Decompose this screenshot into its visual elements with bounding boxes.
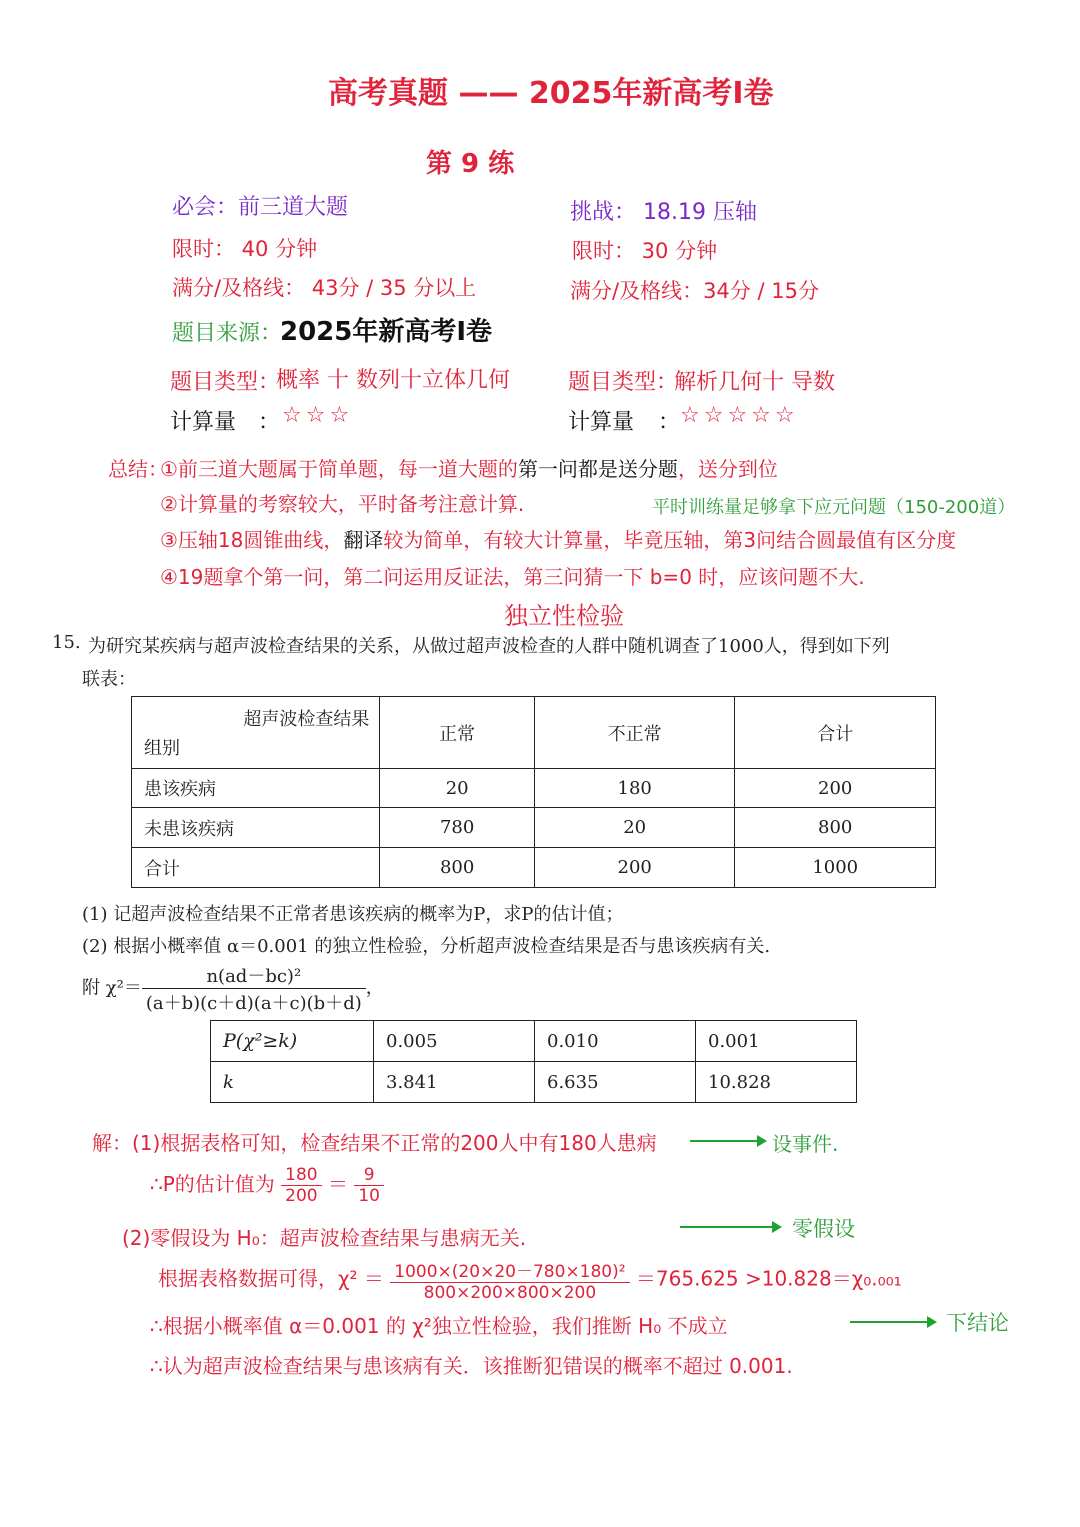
- summary-line-3b: 翻译: [343, 528, 384, 552]
- table-cell: 20: [534, 808, 734, 848]
- question-2: (2) 根据小概率值 α＝0.001 的独立性检验，分析超声波检查结果是否与患该疾病有关.: [82, 936, 771, 957]
- simplified-fraction: [354, 1165, 384, 1206]
- practice-number: 第 9 练: [426, 149, 515, 179]
- fraction-numerator: 9: [354, 1165, 384, 1186]
- table-row: [132, 848, 936, 888]
- summary-line-1: [160, 453, 778, 482]
- table-row: [132, 769, 936, 808]
- summary-line-3a: ③压轴18圆锥曲线，: [160, 528, 344, 552]
- right-calc-stars: ☆☆☆☆☆: [680, 403, 799, 428]
- source-value: 2025年新高考Ⅰ卷: [280, 317, 493, 347]
- table-row: [132, 808, 936, 848]
- right-type-label: 题目类型：: [568, 370, 679, 395]
- formula-prefix: 附 χ²＝: [82, 977, 142, 999]
- left-calc-colon: ：: [258, 410, 281, 435]
- problem-number: 15.: [52, 632, 81, 653]
- solution-line-6: ∴认为超声波检查结果与患该病有关．该推断犯错误的概率不超过 0.001.: [150, 1354, 793, 1378]
- table-cell: 0.001: [696, 1021, 857, 1062]
- table-cell: 200: [534, 848, 734, 888]
- solution-line-3: (2)零假设为 H₀：超声波检查结果与患病无关.: [122, 1226, 527, 1250]
- topic-heading: 独立性检验: [504, 602, 624, 630]
- table-header-row: [132, 697, 936, 769]
- formula-denominator: (a＋b)(c＋d)(a＋c)(b＋d): [145, 993, 362, 1014]
- arrow-icon: [850, 1321, 935, 1323]
- table-cell: 800: [380, 848, 535, 888]
- table-cell: 200: [735, 769, 936, 808]
- formula-numerator: n(ad－bc)²: [142, 962, 366, 989]
- estimate-fraction: [281, 1165, 321, 1206]
- solution-note-3: 下结论: [946, 1311, 1009, 1335]
- fraction-numerator: 180: [281, 1165, 321, 1186]
- table-cell: 0.005: [374, 1021, 535, 1062]
- left-type-value: 概率 十 数列十立体几何: [276, 368, 510, 393]
- solution-note-2: 零假设: [792, 1217, 855, 1241]
- corner-bottom-label: 组别: [144, 738, 180, 759]
- estimate-label: ∴P的估计值为: [150, 1172, 275, 1196]
- right-calc-label: 计算量: [568, 410, 635, 435]
- left-time-limit: 限时： 40 分钟: [172, 237, 318, 261]
- summary-line-3c: 较为简单，有较大计算量，毕竟压轴，第3问结合圆最值有区分度: [383, 528, 957, 552]
- summary-label: 总结：: [108, 457, 168, 481]
- table-header-cell: 正常: [380, 697, 535, 769]
- table-header-cell: 不正常: [534, 697, 734, 769]
- table-cell: P(χ²≥k): [211, 1021, 374, 1062]
- solution-line-1: 解：(1)根据表格可知，检查结果不正常的200人中有180人患病: [92, 1131, 657, 1155]
- left-type-label: 题目类型：: [170, 370, 281, 395]
- chi-square-formula: [82, 962, 384, 1015]
- equals-sign: ＝: [327, 1172, 348, 1196]
- table-corner-cell: [132, 697, 380, 769]
- table-cell: 0.010: [535, 1021, 696, 1062]
- summary-line-3: [160, 524, 956, 553]
- problem-line-2: 联表：: [82, 669, 136, 690]
- source-label: 题目来源：: [172, 321, 283, 346]
- table-cell: 患该疾病: [132, 769, 380, 808]
- table-cell: k: [211, 1062, 374, 1103]
- table-row: [211, 1021, 857, 1062]
- table-row: [211, 1062, 857, 1103]
- solution-note-1: 设事件.: [772, 1132, 839, 1156]
- summary-line-1a: ①前三道大题属于简单题，每一道大题的: [160, 457, 518, 481]
- formula-suffix: ，: [365, 977, 384, 999]
- critical-value-table: [210, 1020, 857, 1103]
- fraction-denominator: 800×200×800×200: [423, 1283, 597, 1303]
- right-calc-colon: ：: [658, 410, 681, 435]
- summary-line-1c: ，送分到位: [677, 457, 778, 481]
- question-1: (1) 记超声波检查结果不正常者患该疾病的概率为P，求P的估计值；: [82, 904, 624, 925]
- summary-line-2: ②计算量的考察较大，平时备考注意计算.: [160, 492, 525, 516]
- right-score-line: 满分/及格线：34分 / 15分: [570, 279, 819, 303]
- fraction-denominator: 200: [285, 1186, 318, 1206]
- fraction-numerator: 1000×(20×20－780×180)²: [390, 1257, 629, 1283]
- corner-top-label: 超声波检查结果: [243, 709, 370, 730]
- left-calc-stars: ☆☆☆: [282, 403, 354, 428]
- summary-line-1b: 第一问都是送分题: [517, 457, 678, 481]
- table-cell: 780: [380, 808, 535, 848]
- arrow-icon: [690, 1140, 765, 1142]
- arrow-icon: [680, 1226, 780, 1228]
- right-type-value: 解析几何十 导数: [674, 370, 835, 395]
- contingency-table: [131, 696, 936, 888]
- summary-line-4: ④19题拿个第一问，第二问运用反证法，第三问猜一下 b=0 时，应该问题不大.: [160, 565, 865, 589]
- must-do-label: 必会：前三道大题: [172, 195, 349, 220]
- chi-square-label: 根据表格数据可得，χ² ＝: [158, 1266, 384, 1291]
- solution-line-2: [150, 1165, 384, 1206]
- table-cell: 800: [735, 808, 936, 848]
- summary-line-2-note: 平时训练量足够拿下应元问题（150-200道）: [652, 497, 1016, 518]
- left-calc-label: 计算量: [170, 410, 237, 435]
- table-cell: 3.841: [374, 1062, 535, 1103]
- table-cell: 6.635: [535, 1062, 696, 1103]
- table-cell: 未患该疾病: [132, 808, 380, 848]
- solution-line-4: [158, 1257, 902, 1303]
- table-header-cell: 合计: [735, 697, 936, 769]
- table-cell: 合计: [132, 848, 380, 888]
- page-title: 高考真题 —— 2025年新高考Ⅰ卷: [328, 76, 774, 111]
- solution-line-5: ∴根据小概率值 α＝0.001 的 χ²独立性检验，我们推断 H₀ 不成立: [150, 1314, 728, 1338]
- chi-square-fraction: [390, 1257, 629, 1303]
- formula-fraction: [142, 962, 366, 1015]
- chi-square-result: ＝765.625 >10.828＝χ₀.₀₀₁: [635, 1266, 902, 1291]
- challenge-label: 挑战： 18.19 压轴: [570, 200, 757, 225]
- table-cell: 20: [380, 769, 535, 808]
- table-cell: 10.828: [696, 1062, 857, 1103]
- fraction-denominator: 10: [358, 1186, 380, 1206]
- table-cell: 180: [534, 769, 734, 808]
- right-time-limit: 限时： 30 分钟: [572, 239, 718, 263]
- problem-line-1: 为研究某疾病与超声波检查结果的关系，从做过超声波检查的人群中随机调查了1000人，得到如下列: [88, 636, 890, 657]
- left-score-line: 满分/及格线： 43分 / 35 分以上: [172, 276, 477, 300]
- table-cell: 1000: [735, 848, 936, 888]
